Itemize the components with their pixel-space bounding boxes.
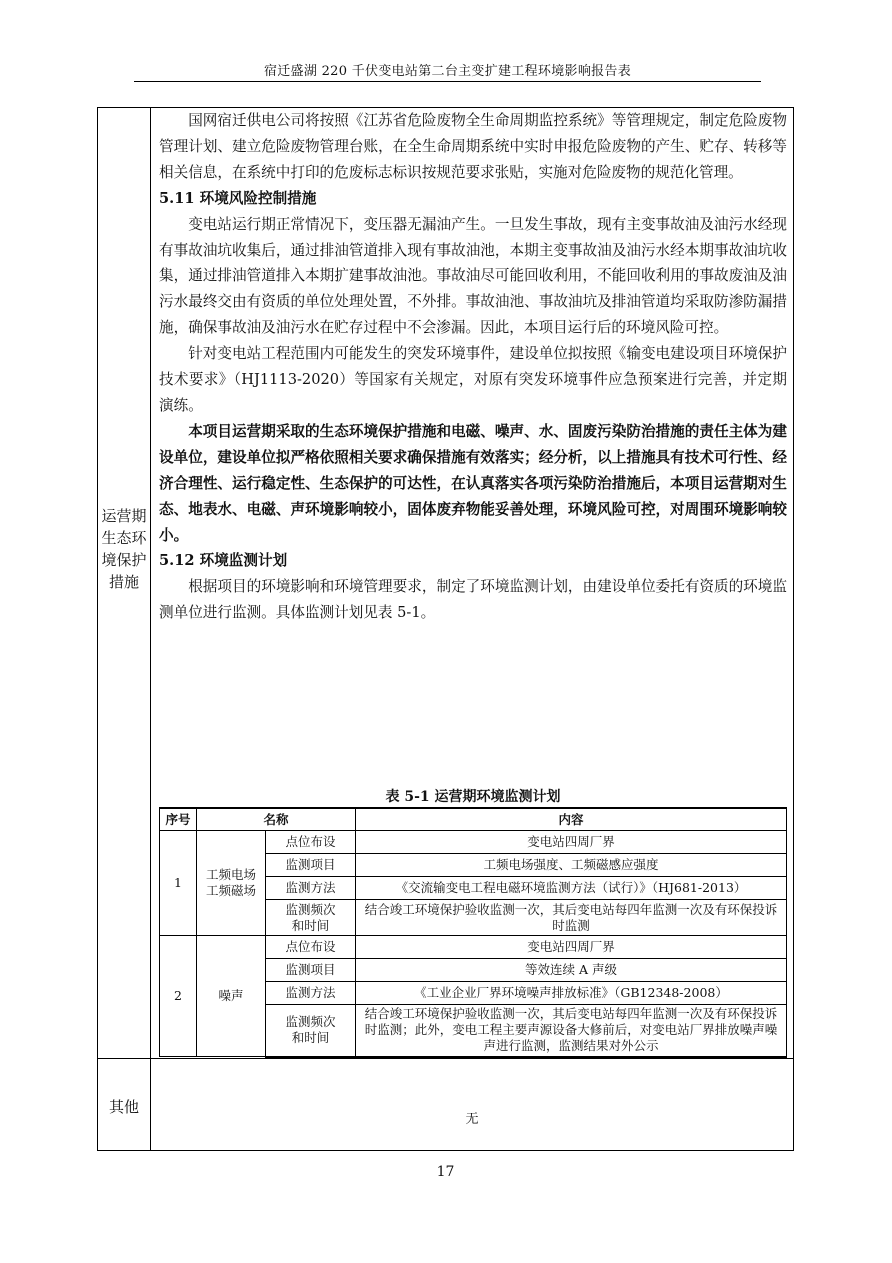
- heading-5-11: 5.11 环境风险控制措施: [159, 189, 317, 207]
- section-label-line: 运营期: [101, 507, 147, 525]
- other-content: 无: [465, 1112, 479, 1127]
- page-number: 17: [436, 1164, 455, 1180]
- group-number: 2: [160, 936, 197, 1057]
- row-item: 点位布设: [266, 936, 356, 959]
- paragraph-conclusion: 本项目运营期采取的生态环境保护措施和电磁、噪声、水、固废污染防治措施的责任主体为建设单位，建设单位拟严格依照相关要求确保措施有效落实；经分析，以上措施具有技术可行性、经济合理性、运行稳定性、生态保护的可达性，在认真落实各项污染防治措施后，本项目运营期对生态、地表水、电磁、声环境影响较小，固体废弃物能妥善处理，环境风险可控，对周围环境影响较小。: [159, 422, 787, 544]
- row-item: 监测项目: [266, 959, 356, 982]
- row-content: 变电站四周厂界: [356, 831, 787, 854]
- row-content: 变电站四周厂界: [356, 936, 787, 959]
- row-content: 《工业企业厂界环境噪声排放标准》（GB12348-2008）: [356, 982, 787, 1005]
- section-label-line: 措施: [108, 573, 139, 591]
- table-header-row: [160, 808, 787, 831]
- row-content: 等效连续 A 声级: [356, 959, 787, 982]
- section-label-line: 生态环: [101, 529, 147, 547]
- group-name: 工频电场 工频磁场: [197, 831, 266, 936]
- group-name: 噪声: [197, 936, 266, 1057]
- paragraph-hazardous-waste: 国网宿迁供电公司将按照《江苏省危险废物全生命周期监控系统》等管理规定，制定危险废物管理计划、建立危险废物管理台账，在全生命周期系统中实时申报危险废物的产生、贮存、转移等相关信息，在系统中打印的危废标志标识按规范要求张贴，实施对危险废物的规范化管理。: [159, 112, 787, 181]
- row-content: 工频电场强度、工频磁感应强度: [356, 854, 787, 877]
- report-header-title: 宿迁盛湖 220 千伏变电站第二台主变扩建工程环境影响报告表: [263, 64, 632, 79]
- row-item: 监测方法: [266, 982, 356, 1005]
- row-content: 结合竣工环境保护验收监测一次，其后变电站每四年监测一次及有环保投诉时监测: [356, 900, 787, 936]
- table-row: [160, 831, 787, 854]
- paragraph-monitoring-plan: 根据项目的环境影响和环境管理要求，制定了环境监测计划，由建设单位委托有资质的环境监测单位进行监测。具体监测计划见表 5-1。: [159, 578, 787, 622]
- monitoring-plan-table: [159, 807, 787, 1058]
- row-content: 结合竣工环境保护验收监测一次，其后变电站每四年监测一次及有环保投诉时监测；此外，变电工程主要声源设备大修前后，对变电站厂界排放噪声噪声进行监测，监测结果对外公示: [356, 1005, 787, 1057]
- row-content: 《交流输变电工程电磁环境监测方法（试行）》（HJ681-2013）: [356, 877, 787, 900]
- form-column-divider: [150, 107, 151, 1151]
- row-item: 监测频次 和时间: [266, 1005, 356, 1057]
- group-number: 1: [160, 831, 197, 936]
- row-item: 监测项目: [266, 854, 356, 877]
- heading-5-12: 5.12 环境监测计划: [159, 552, 288, 570]
- section-label-line: 境保护: [101, 551, 147, 569]
- header-rule: [134, 81, 761, 82]
- paragraph-emergency-plan: 针对变电站工程范围内可能发生的突发环境事件，建设单位拟按照《输变电建设项目环境保护技术要求》（HJ1113-2020）等国家有关规定，对原有突发环境事件应急预案进行完善，并定期演练。: [159, 345, 787, 414]
- row-item: 点位布设: [266, 831, 356, 854]
- other-label: 其他: [108, 1098, 139, 1116]
- form-row-divider: [97, 1058, 794, 1059]
- row-item: 监测频次 和时间: [266, 900, 356, 936]
- header-name: 名称: [197, 808, 356, 831]
- header-content: 内容: [356, 808, 787, 831]
- section-content: [159, 108, 787, 626]
- section-label: [99, 505, 149, 593]
- row-item: 监测方法: [266, 877, 356, 900]
- table-caption: 表 5-1 运营期环境监测计划: [385, 789, 561, 805]
- header-no: 序号: [160, 808, 197, 831]
- table-row: [160, 936, 787, 959]
- paragraph-risk-control: 变电站运行期正常情况下，变压器无漏油产生。一旦发生事故，现有主变事故油及油污水经现有事故油坑收集后，通过排油管道排入现有事故油池，本期主变事故油及油污水经本期事故油坑收集，通过排油管道排入本期扩建事故油池。事故油尽可能回收利用，不能回收利用的事故废油及油污水最终交由有资质的单位处理处置，不外排。事故油池、事故油坑及排油管道均采取防渗防漏措施，确保事故油及油污水在贮存过程中不会渗漏。因此，本项目运行后的环境风险可控。: [159, 215, 787, 337]
